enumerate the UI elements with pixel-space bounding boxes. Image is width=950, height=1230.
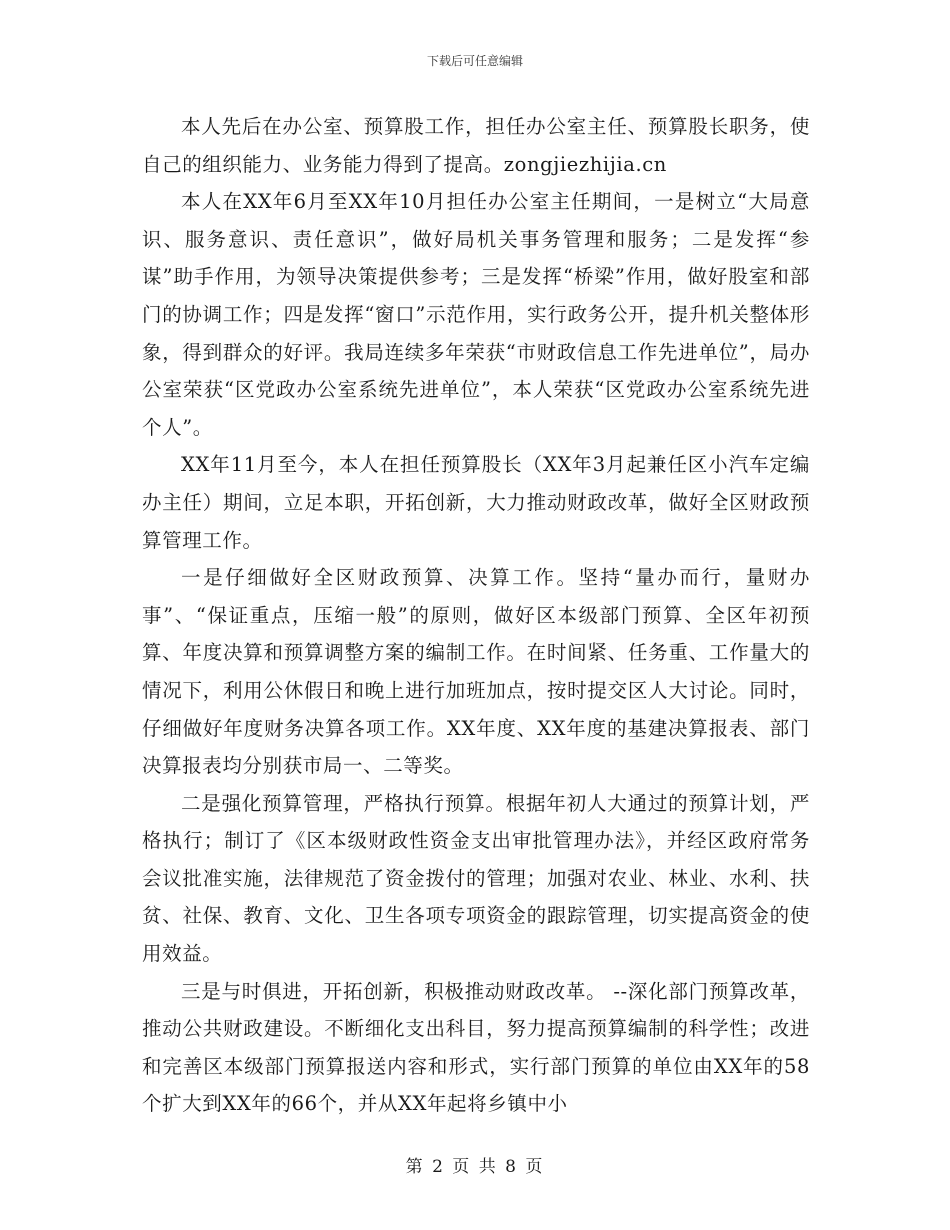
paragraph: 三是与时俱进，开拓创新，积极推动财政改革。 --深化部门预算改革，推动公共财政建设。不断细化支出科目，努力提高预算编制的科学性；改进和完善区本级部门预算报送内容和形式，实行部门预算的单位由XX年的58个扩大到XX年的66个，并从XX年起将乡镇中小 [142, 979, 810, 1116]
paragraph: 二是强化预算管理，严格执行预算。根据年初人大通过的预算计划，严格执行；制订了《区本级财政性资金支出审批管理办法》，并经区政府常务会议批准实施，法律规范了资金拨付的管理；加强对农业、林业、水利、扶贫、社保、教育、文化、卫生各项专项资金的跟踪管理，切实提高资金的使用效益。 [142, 791, 810, 966]
paragraph: 本人在XX年6月至XX年10月担任办公室主任期间，一是树立“大局意识、服务意识、责任意识”，做好局机关事务管理和服务；二是发挥“参谋”助手作用，为领导决策提供参考；三是发挥“桥梁”作用，做好股室和部门的协调工作；四是发挥“窗口”示范作用，实行政务公开，提升机关整体形象，得到群众的好评。我局连续多年荣获“市财政信息工作先进单位”，局办公室荣获“区党政办公室系统先进单位”，本人荣获“区党政办公室系统先进个人”。 [142, 190, 810, 439]
paragraph: XX年11月至今，本人在担任预算股长（XX年3月起兼任区小汽车定编办主任）期间，立足本职，开拓创新，大力推动财政改革，做好全区财政预算管理工作。 [142, 453, 810, 552]
body-text [142, 108, 810, 1123]
paragraph: 一是仔细做好全区财政预算、决算工作。坚持“量办而行，量财办事”、“保证重点，压缩一般”的原则，做好区本级部门预算、全区年初预算、年度决算和预算调整方案的编制工作。在时间紧、任务重、工作量大的情况下，利用公休假日和晚上进行加班加点，按时提交区人大讨论。同时，仔细做好年度财务决算各项工作。XX年度、XX年度的基建决算报表、部门决算报表均分别获市局一、二等奖。 [142, 566, 810, 778]
paragraph: 本人先后在办公室、预算股工作，担任办公室主任、预算股长职务，使自己的组织能力、业务能力得到了提高。zongjiezhijia.cn [142, 115, 810, 176]
page-footer: 第 2 页 共 8 页 [405, 1157, 545, 1177]
page-header: 下载后可任意编辑 [426, 54, 523, 68]
